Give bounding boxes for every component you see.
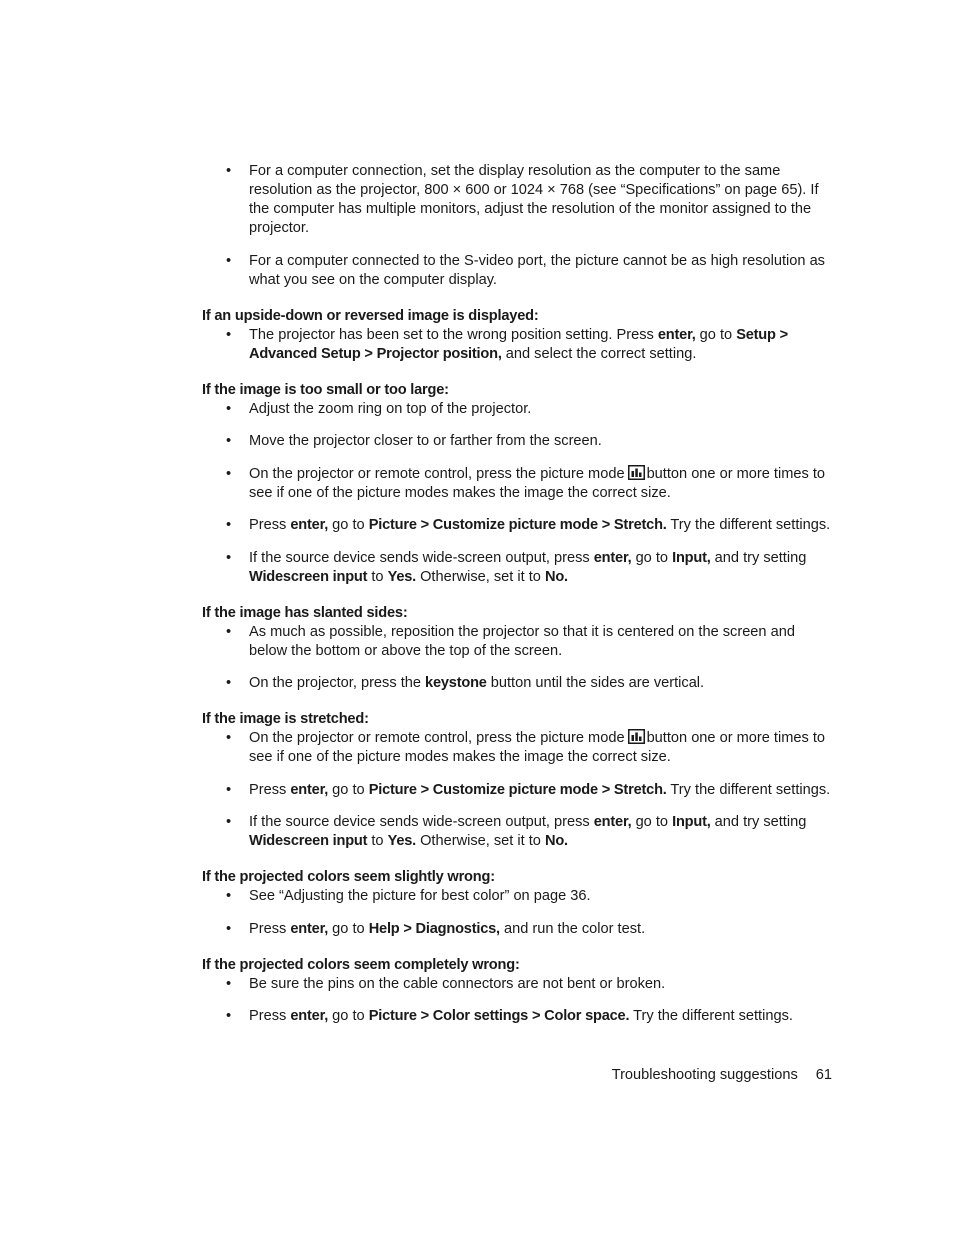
list-item xyxy=(202,1007,832,1026)
list-item xyxy=(202,887,832,906)
list-item xyxy=(202,326,832,364)
bullet: • xyxy=(226,975,232,992)
item-text: On the projector or remote control, press the picture mode xyxy=(249,730,625,746)
list-item xyxy=(202,432,832,451)
bullet: • xyxy=(226,888,232,904)
list-item xyxy=(202,813,832,851)
item-text: Press xyxy=(249,781,291,798)
keyword: keystone xyxy=(425,675,487,691)
bullet: • xyxy=(226,163,232,179)
keyword: enter, xyxy=(290,517,329,533)
list-item xyxy=(202,465,832,503)
bullet: • xyxy=(226,252,232,269)
item-text: If the source device sends wide-screen output, press xyxy=(249,549,594,566)
keyword: Yes. xyxy=(387,833,417,849)
bullet: • xyxy=(226,675,232,691)
bullet: • xyxy=(226,400,232,417)
section-heading: If the image is too small or too large: xyxy=(202,381,449,398)
bullet: • xyxy=(226,549,232,566)
keyword: enter, xyxy=(290,920,329,937)
list-item xyxy=(202,729,832,767)
item-text: Press xyxy=(249,517,291,533)
page-footer xyxy=(560,1066,832,1085)
picture-mode-icon xyxy=(628,465,645,480)
menu-path: Picture > Color settings > Color space. xyxy=(368,1008,630,1024)
item-text: Be sure the pins on the cable connectors are not bent or broken. xyxy=(249,975,666,992)
item-text: Try the different settings. xyxy=(666,781,831,798)
item-text: go to xyxy=(328,1008,369,1024)
item-text: go to xyxy=(631,549,673,566)
item-text: On the projector or remote control, press the picture mode xyxy=(249,465,625,482)
picture-mode-icon xyxy=(628,729,645,744)
item-text: Press xyxy=(249,920,291,937)
keyword: enter, xyxy=(593,549,632,566)
running-footer-title: Troubleshooting suggestions xyxy=(611,1067,798,1083)
keyword: No. xyxy=(544,568,568,585)
bullet: • xyxy=(226,781,232,798)
list-item xyxy=(202,252,832,290)
keyword: enter, xyxy=(290,1008,329,1024)
item-text: and run the color test. xyxy=(499,920,646,937)
keyword: Yes. xyxy=(387,568,417,585)
list-item xyxy=(202,975,832,994)
item-text: go to xyxy=(631,814,673,830)
keyword: enter, xyxy=(593,814,632,830)
list-item xyxy=(202,516,832,535)
bullet: • xyxy=(226,623,232,640)
item-text: On the projector, press the xyxy=(249,675,426,691)
page-content xyxy=(202,162,832,1040)
item-text: go to xyxy=(695,326,737,343)
item-text: Try the different settings. xyxy=(629,1008,793,1024)
page-number: 61 xyxy=(815,1067,832,1083)
list-item xyxy=(202,162,832,238)
item-text: button until the sides are vertical. xyxy=(486,675,705,691)
keyword: Widescreen input xyxy=(249,568,368,585)
item-text: As much as possible, reposition the projector so that it is centered on the screen and below the bottom or above the top of the screen. xyxy=(249,623,795,659)
item-text: and select the correct setting. xyxy=(501,345,697,362)
bullet: • xyxy=(226,1008,232,1024)
item-text: Move the projector closer to or farther from the screen. xyxy=(249,433,602,449)
menu-path: Setup > Advanced Setup > Projector position, xyxy=(249,326,788,362)
item-text: If the source device sends wide-screen output, press xyxy=(249,814,594,830)
item-text: Otherwise, set it to xyxy=(416,833,545,849)
item-text: For a computer connected to the S-video port, the picture cannot be as high resolution as what you see on the computer display. xyxy=(249,252,825,288)
menu-path: Help > Diagnostics, xyxy=(368,920,500,937)
item-text: Press xyxy=(249,1008,291,1024)
section-heading: If the projected colors seem completely wrong: xyxy=(202,956,520,973)
menu-path: Picture > Customize picture mode > Stretch. xyxy=(368,781,667,798)
bullet: • xyxy=(226,920,232,937)
section-heading: If an upside-down or reversed image is displayed: xyxy=(202,307,539,324)
bullet: • xyxy=(226,465,232,482)
item-text: to xyxy=(367,568,388,585)
section-heading: If the image is stretched: xyxy=(202,711,369,727)
list-item xyxy=(202,781,832,800)
item-text: to xyxy=(367,833,388,849)
list-item xyxy=(202,549,832,587)
menu-path: Picture > Customize picture mode > Stretch. xyxy=(368,517,667,533)
item-text: Try the different settings. xyxy=(666,517,831,533)
keyword: Widescreen input xyxy=(249,833,368,849)
list-item xyxy=(202,920,832,939)
bullet: • xyxy=(226,433,232,449)
item-text: go to xyxy=(328,781,369,798)
bullet: • xyxy=(226,326,232,343)
item-text: For a computer connection, set the display resolution as the computer to the same resolution as the projector, 800 × 600 or 1024 × 768 (see “Specifications” on page 65). If the computer has multiple monitors, adjust the resolution of the monitor assigned to the projector. xyxy=(249,163,819,236)
item-text: Adjust the zoom ring on top of the projector. xyxy=(249,400,532,417)
bullet: • xyxy=(226,730,232,746)
item-text: and try setting xyxy=(710,814,807,830)
item-text: button one or more times to see if one of the picture modes makes the image the correct size. xyxy=(249,465,826,501)
keyword: enter, xyxy=(290,781,329,798)
list-item xyxy=(202,623,832,661)
item-text: go to xyxy=(328,920,369,937)
item-text: go to xyxy=(328,517,369,533)
list-item xyxy=(202,674,832,693)
list-item xyxy=(202,400,832,419)
item-text: The projector has been set to the wrong position setting. Press xyxy=(249,326,658,343)
bullet: • xyxy=(226,814,232,830)
item-text: button one or more times to see if one of the picture modes makes the image the correct size. xyxy=(249,730,826,765)
section-heading: If the image has slanted sides: xyxy=(202,604,408,621)
section-heading: If the projected colors seem slightly wrong: xyxy=(202,869,495,885)
item-text: Otherwise, set it to xyxy=(416,568,545,585)
menu-path: Input, xyxy=(672,814,711,830)
item-text: See “Adjusting the picture for best color” on page 36. xyxy=(249,888,591,904)
keyword: enter, xyxy=(657,326,696,343)
keyword: No. xyxy=(544,833,568,849)
menu-path: Input, xyxy=(672,549,711,566)
bullet: • xyxy=(226,517,232,533)
item-text: and try setting xyxy=(710,549,807,566)
